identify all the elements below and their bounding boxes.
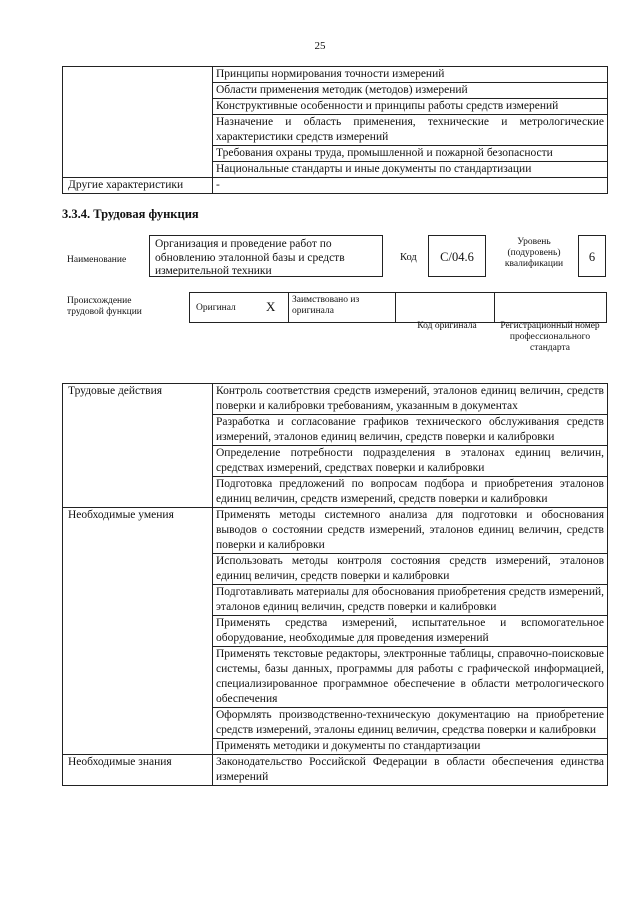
table-row [63, 384, 608, 415]
table-row [63, 755, 608, 786]
qualification-level-label: Уровень (подуровень) квалификации [504, 237, 564, 269]
page-number: 25 [314, 40, 326, 52]
knowledge-item: Области применения методик (методов) измерений [213, 83, 608, 99]
labor-actions-label: Трудовые действия [63, 384, 213, 508]
skills-label: Необходимые умения [63, 508, 213, 755]
borrowed-cell [289, 293, 396, 322]
labor-action-item: Контроль соответствия средств измерений, эталонов единиц величин, средств поверки и калибровки требованиям, указанным в документах [213, 384, 608, 415]
table-row [63, 508, 608, 554]
origin-row [189, 292, 607, 323]
origin-code-cell [396, 293, 495, 322]
table-row [63, 178, 608, 194]
labor-function-table [62, 383, 608, 786]
knowledge-item: Принципы нормирования точности измерений [213, 67, 608, 83]
knowledge-item: Требования охраны труда, промышленной и пожарной безопасности [213, 146, 608, 162]
labor-action-item: Разработка и согласование графиков технического обслуживания средств измерений, эталонов единиц величин, средств поверки и калибровки [213, 415, 608, 446]
labor-action-item: Определение потребности подразделения в эталонах единиц величин, средствах измерений, средствах поверки и калибровки [213, 446, 608, 477]
knowledge-item: Законодательство Российской Федерации в области обеспечения единства измерений [213, 755, 608, 786]
knowledge-item: Конструктивные особенности и принципы работы средств измерений [213, 99, 608, 115]
code-value-box: C/04.6 [428, 235, 486, 277]
skill-item: Использовать методы контроля состояния средств измерений, эталонов единиц величин, средств поверки и калибровки [213, 554, 608, 585]
name-label: Наименование [67, 255, 127, 265]
skill-item: Подготавливать материалы для обоснования приобретения средств измерений, эталонов единиц величин, средств поверки и калибровки [213, 585, 608, 616]
other-characteristics-label: Другие характеристики [63, 178, 213, 194]
name-value-box: Организация и проведение работ по обновлению эталонной базы и средств измерительной техники [149, 235, 383, 277]
origin-code-label: Код оригинала [417, 321, 477, 331]
knowledge-label-cell-continued [63, 67, 213, 178]
original-cell [190, 293, 289, 322]
skill-item: Применять текстовые редакторы, электронные таблицы, справочно-поисковые системы, базы данных, программы для работы с графической информацией, специализированное программное обеспечение в области метрологического обеспечения [213, 647, 608, 708]
other-characteristics-value: - [213, 178, 608, 194]
borrowed-label: Заимствовано из оригинала [292, 295, 360, 316]
previous-function-table [62, 66, 608, 194]
skill-item: Применять средства измерений, испытательное и вспомогательное оборудование, необходимые для проведения измерений [213, 616, 608, 647]
code-label: Код [400, 252, 417, 263]
skill-item: Оформлять производственно-техническую документацию на приобретение средств измерений, эталоны единиц величин, средства поверки и калибровки [213, 708, 608, 739]
section-heading: 3.3.4. Трудовая функция [62, 207, 199, 221]
table-row [63, 67, 608, 83]
origin-label: Происхождение трудовой функции [67, 296, 142, 317]
registration-number-label: Регистрационный номер профессионального стандарта [500, 321, 600, 353]
labor-action-item: Подготовка предложений по вопросам подбора и приобретения эталонов единиц величин, средств измерений, средств поверки и калибровки [213, 477, 608, 508]
skill-item: Применять методы системного анализа для подготовки и обоснования выводов о состоянии средств измерений, эталонов единиц величин, средств поверки и калибровки [213, 508, 608, 554]
skill-item: Применять методики и документы по стандартизации [213, 739, 608, 755]
original-mark: X [266, 299, 276, 314]
original-label: Оригинал [196, 303, 236, 313]
knowledge-label: Необходимые знания [63, 755, 213, 786]
knowledge-item: Назначение и область применения, технические и метрологические характеристики средств измерений [213, 115, 608, 146]
knowledge-item: Национальные стандарты и иные документы по стандартизации [213, 162, 608, 178]
qualification-level-box: 6 [578, 235, 606, 277]
